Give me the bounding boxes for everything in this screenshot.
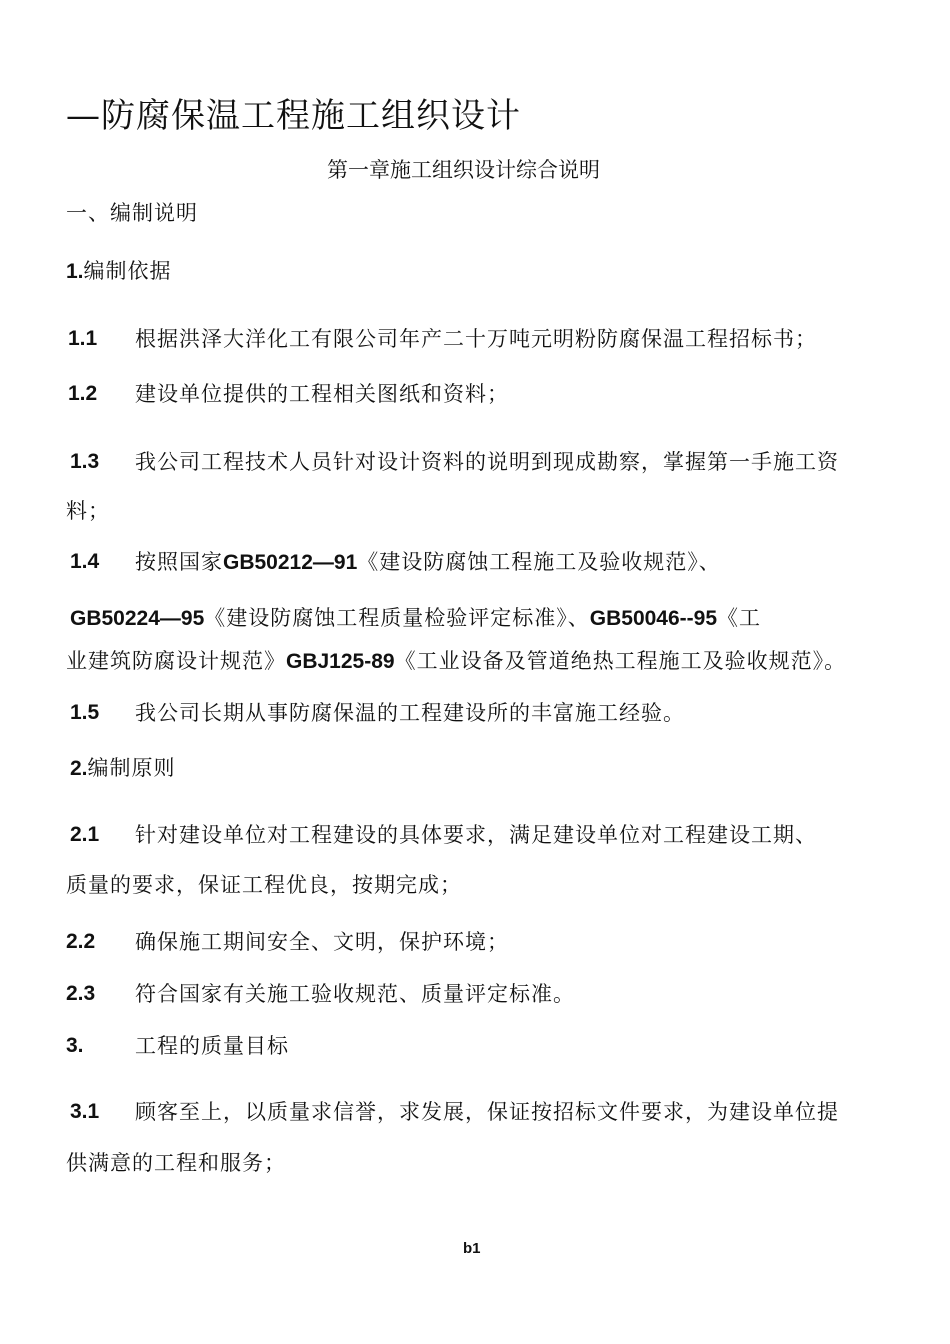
item-text-continued: 供满意的工程和服务；: [66, 1151, 286, 1175]
item-text-part: 《工业设备及管道绝热工程施工及验收规范》。: [394, 649, 847, 673]
item-text: 建设单位提供的工程相关图纸和资料；: [135, 382, 509, 406]
item-number: 1.1: [68, 327, 98, 350]
item-text: 确保施工期间安全、文明，保护环境；: [135, 930, 509, 954]
subsection-number: 3.: [66, 1034, 84, 1057]
item-text-continued: 质量的要求，保证工程优良，按期完成；: [66, 873, 462, 897]
subsection-label: 工程的质量目标: [135, 1034, 289, 1058]
item-text: 我公司工程技术人员针对设计资料的说明到现成勘察，掌握第一手施工资: [135, 450, 839, 474]
item-number: 2.3: [66, 982, 96, 1005]
item-number: 1.5: [70, 701, 100, 724]
item-text-part: 《建设防腐蚀工程质量检验评定标准》、: [204, 606, 590, 630]
item-number: 1.2: [68, 382, 98, 405]
section-heading: 一、编制说明: [66, 201, 198, 225]
item-number: 2.2: [66, 930, 96, 953]
item-text-part: 《工: [717, 606, 762, 630]
subsection-label: 编制依据: [83, 259, 172, 283]
item-text-continued: 料；: [66, 499, 110, 523]
item-number: 1.4: [70, 550, 100, 573]
page-number: b1: [463, 1240, 481, 1257]
standard-code: GB50046--95: [589, 607, 718, 630]
item-text: 我公司长期从事防腐保温的工程建设所的丰富施工经验。: [135, 701, 685, 725]
item-text-continued: [66, 647, 846, 676]
item-text-part: 《建设防腐蚀工程施工及验收规范》、: [357, 550, 721, 574]
subsection-number: 2.: [70, 757, 88, 780]
subsection-label: 编制原则: [87, 756, 176, 780]
item-text: 针对建设单位对工程建设的具体要求，满足建设单位对工程建设工期、: [135, 823, 817, 847]
document-title: —防腐保温工程施工组织设计: [66, 96, 521, 136]
subsection-number: 1.: [66, 260, 84, 283]
item-number: 1.3: [70, 450, 100, 473]
item-text-part: 按照国家: [135, 550, 223, 574]
item-text: 根据洪泽大洋化工有限公司年产二十万吨元明粉防腐保温工程招标书；: [135, 327, 817, 351]
standard-code: GBJ125-89: [286, 650, 395, 673]
chapter-title: 第一章施工组织设计综合说明: [327, 158, 600, 182]
item-text: 符合国家有关施工验收规范、质量评定标准。: [135, 982, 575, 1006]
item-text: [135, 548, 721, 577]
standard-code: GB50212—91: [223, 551, 358, 574]
standard-code: GB50224—95: [70, 607, 205, 630]
subsection-heading: [66, 257, 172, 286]
item-text: 顾客至上，以质量求信誉，求发展，保证按招标文件要求，为建设单位提: [135, 1100, 839, 1124]
item-number: 2.1: [70, 823, 100, 846]
item-text-part: 业建筑防腐设计规范》: [66, 649, 286, 673]
item-number: 3.1: [70, 1100, 100, 1123]
item-text-continued: [70, 604, 761, 633]
subsection-heading: [70, 754, 176, 783]
